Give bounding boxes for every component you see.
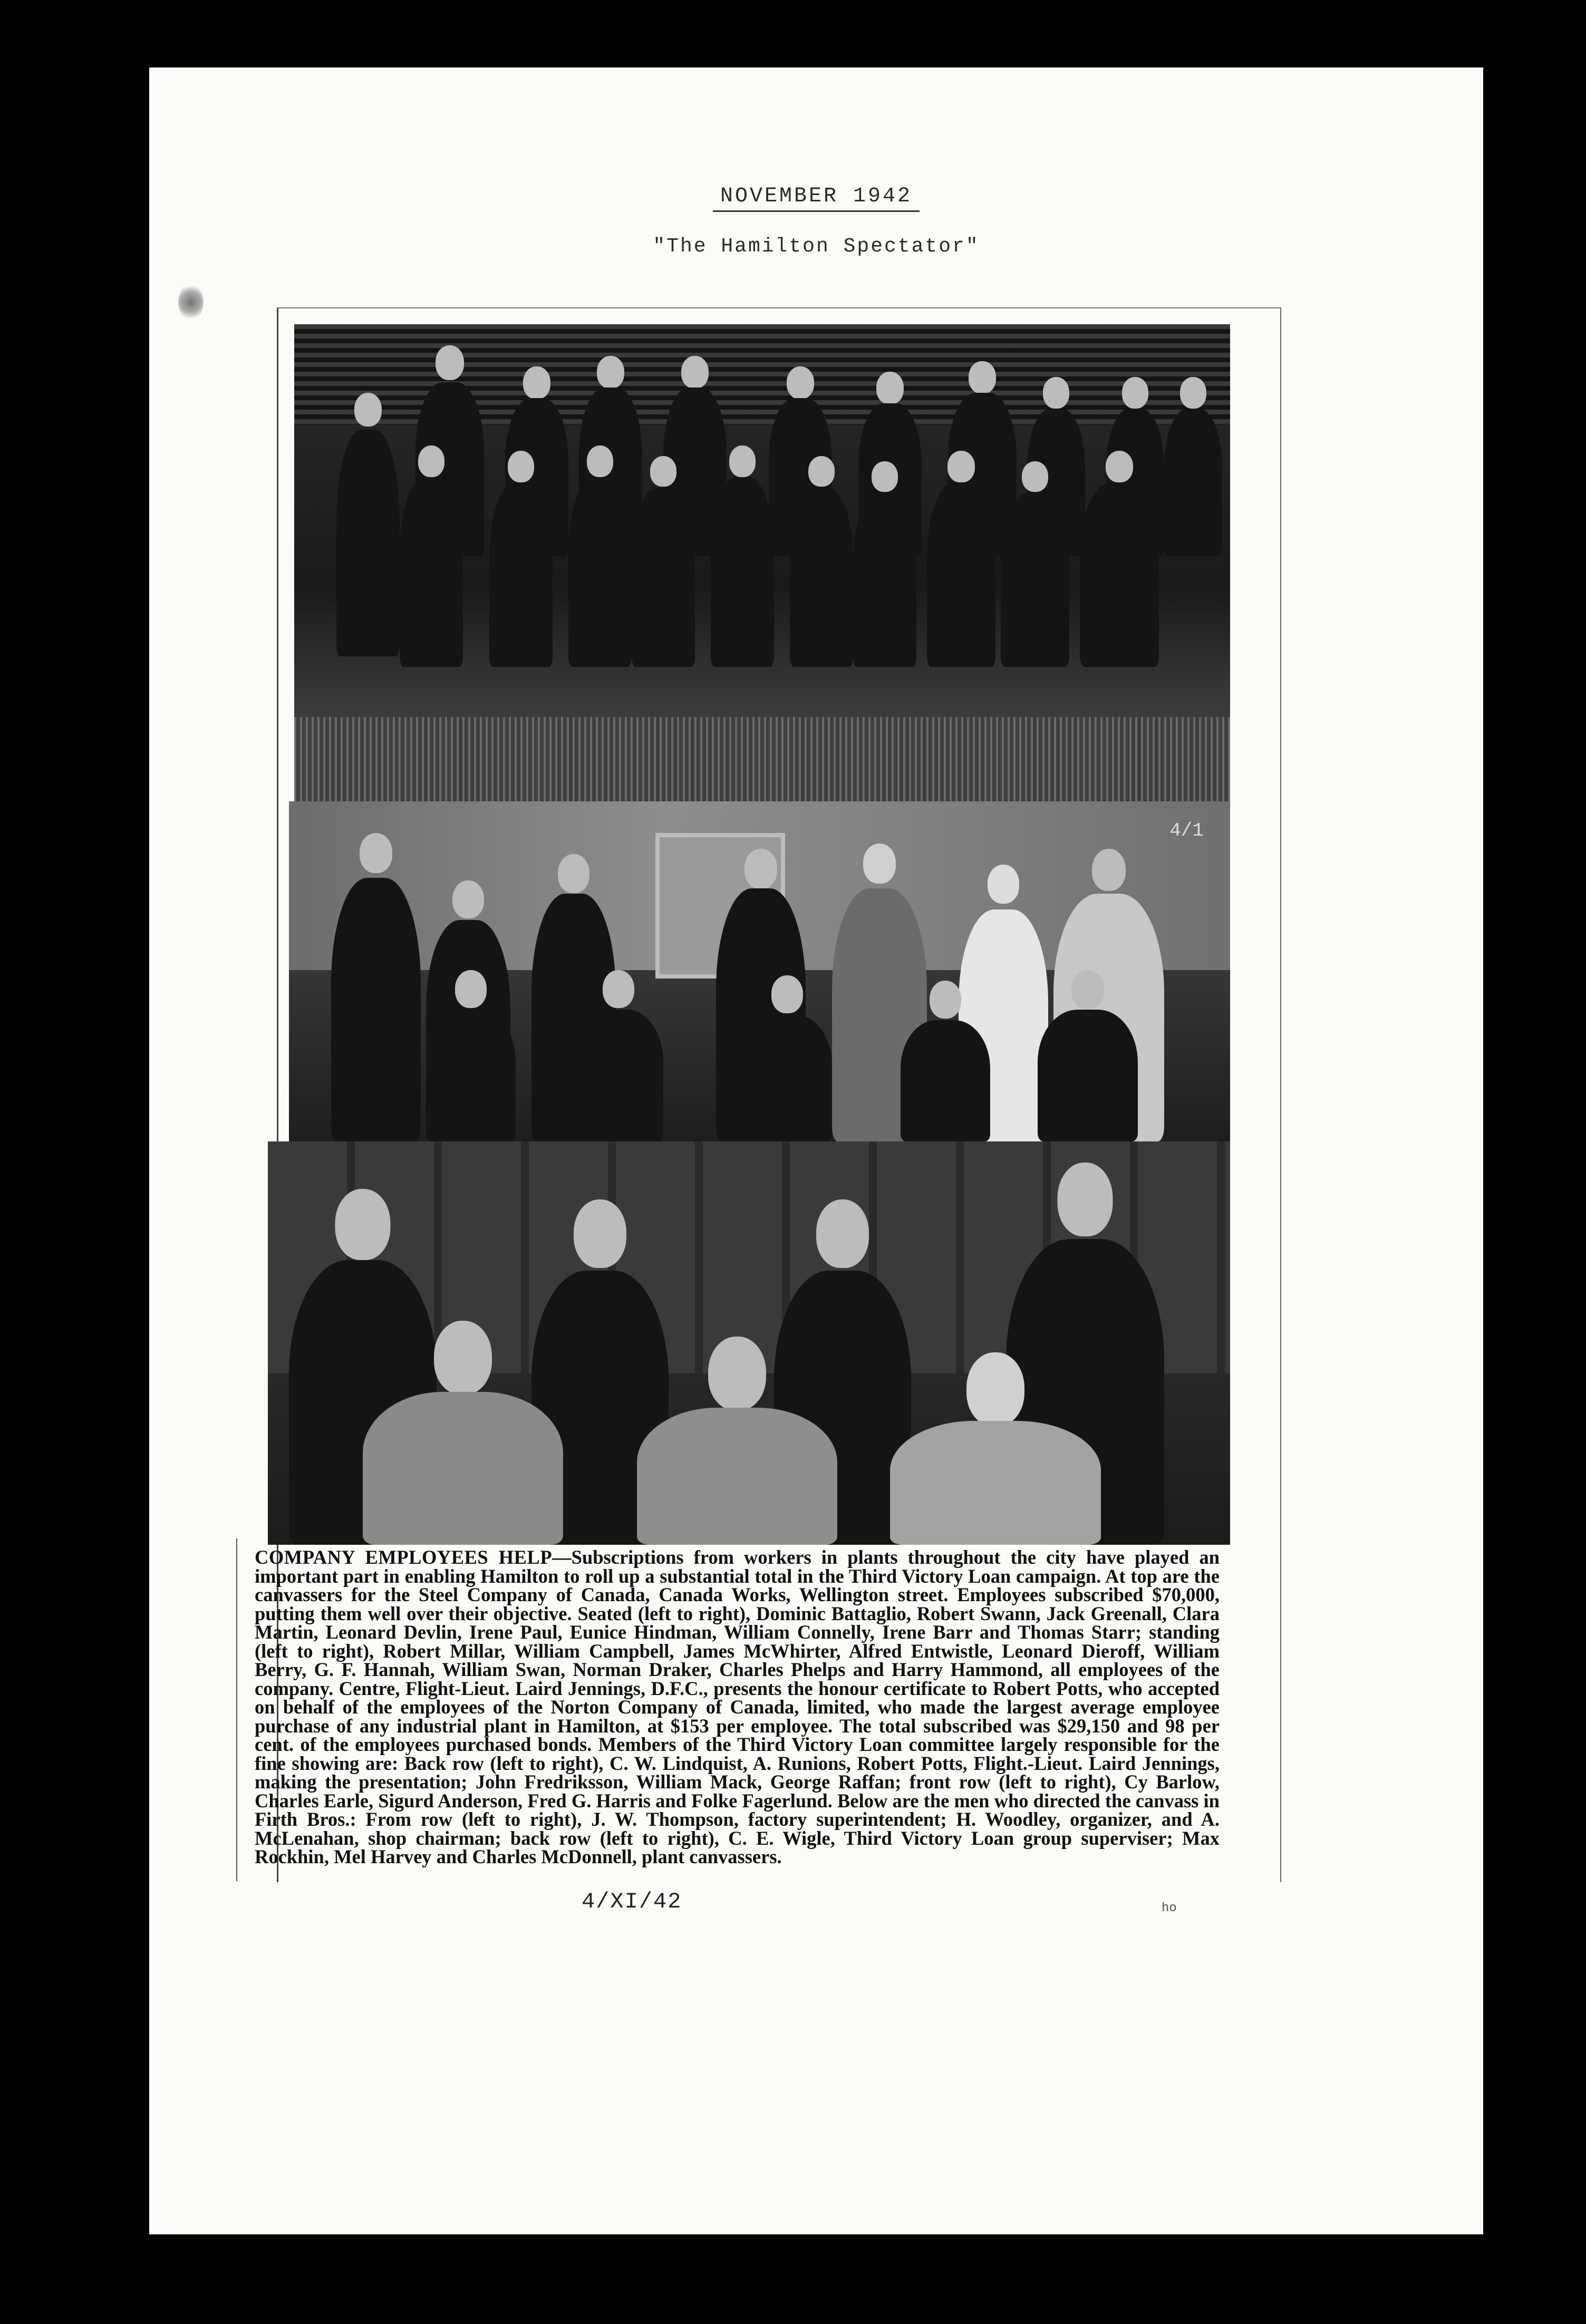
clipping-page: [149, 67, 1483, 2234]
corner-mark: ho: [1162, 1901, 1177, 1915]
date-stamp: 4/XI/42: [582, 1889, 682, 1914]
caption-body: —Subscriptions from workers in plants throughout the city have played an important part in enabling Hamilton to roll up a substantial total in the Third Victory Loan campaign. At top are the canvassers for the Steel Company of Canada, Canada Works, Wellington street. Employees subscribed $70,000, putting them well over their objective. Seated (left to right), Dominic Battaglio, Robert Swann, Jack Greenall, Clara Martin, Leonard Devlin, Irene Paul, Eunice Hindman, William Connelly, Irene Barr and Thomas Starr; standing (left to right), Robert Millar, William Campbell, James McWhirter, Alfred Entwistle, Leonard Dieroff, William Berry, G. F. Hannah, William Swan, Norman Draker, Charles Phelps and Harry Hammond, all employees of the company. Centre, Flight-Lieut. Laird Jennings, D.F.C., presents the honour certificate to Robert Potts, who accepted on behalf of the employees of the Norton Company of Canada, limited, who made the largest average employee purchase of any industrial plant in Hamilton, at $153 per employee. The total subscribed was $29,150 and 98 per cent. of the employees purchased bonds. Members of the Third Victory Loan committee largely responsible for the fine showing are: Back row (left to right), C. W. Lindquist, A. Runions, Robert Potts, Flight.-Lieut. Laird Jennings, making the presentation; John Fredriksson, William Mack, George Raffan; front row (left to right), Cy Barlow, Charles Earle, Sigurd Anderson, Fred G. Harris and Folke Fagerlund. Below are the men who directed the canvass in Firth Bros.: From row (left to right), J. W. Thompson, factory superintendent; H. Woodley, organizer, and A. McLenahan, shop chairman; back row (left to right), C. E. Wigle, Third Victory Loan group superviser; Max Rockhin, Mel Harvey and Charles McDonnell, plant canvassers.: [255, 1546, 1220, 1867]
date-header: NOVEMBER 1942: [149, 185, 1483, 208]
photo-steel-company-canvassers: [294, 324, 1230, 801]
caption-margin-rule: [236, 1538, 237, 1881]
article-caption: [255, 1548, 1220, 1866]
newspaper-title: "The Hamilton Spectator": [653, 235, 980, 258]
photo-corner-mark: 4/1: [1169, 820, 1204, 841]
ink-smudge: [178, 284, 204, 321]
photo-firth-bros-directors: [268, 1141, 1230, 1545]
caption-headline: COMPANY EMPLOYEES HELP: [255, 1546, 553, 1568]
photo-norton-presentation: [289, 801, 1230, 1141]
